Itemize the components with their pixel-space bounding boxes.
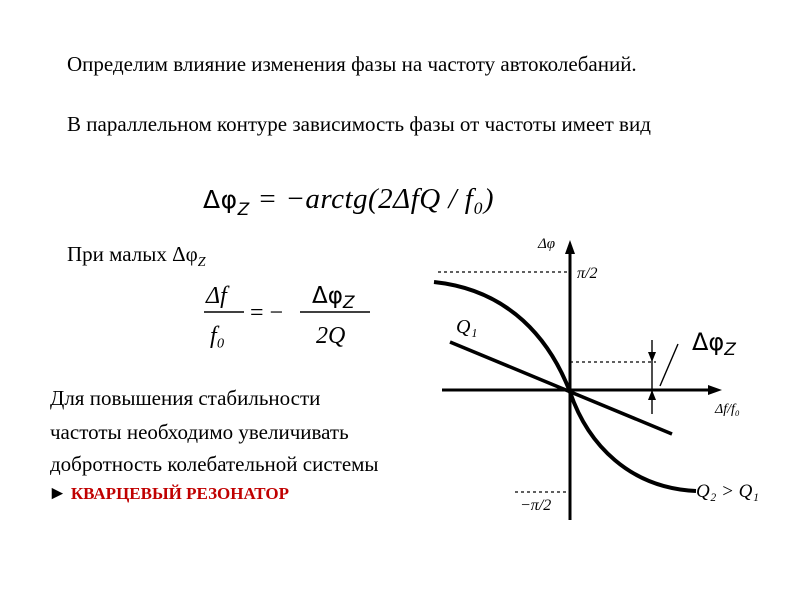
intro-text: Определим влияние изменения фазы на частоту автоколебаний. — [67, 52, 637, 76]
curve-q2 — [450, 342, 672, 434]
stability-line-2: частоты необходимо увеличивать — [50, 420, 349, 444]
formula-lhs: Δφ — [203, 185, 238, 214]
x-axis-label: Δf/f₀ — [715, 402, 740, 417]
small-phase-sub: Z — [197, 255, 206, 271]
quartz-text: КВАРЦЕВЫЙ РЕЗОНАТОР — [70, 484, 289, 503]
annotation-leader — [660, 344, 678, 386]
frac-rhs-num: $\Delta\varphi_Z$ — [312, 283, 355, 313]
x-axis-arrow — [708, 385, 722, 395]
frac-den: f₀ — [210, 323, 226, 349]
formula-rhs: = −arctg(2ΔfQ / f₀) — [257, 183, 495, 215]
annotation-arrow-down — [648, 352, 656, 362]
y-axis-arrow — [565, 240, 575, 254]
curve2-label: Q₂ > Q₁ — [696, 481, 759, 502]
curve-q1 — [434, 282, 696, 491]
y-axis-label: Δφ — [538, 236, 556, 252]
phase-formula — [203, 183, 494, 220]
curve1-label: Q₁ — [456, 316, 478, 338]
annotation-label: $\Delta\varphi_Z$ — [692, 328, 736, 360]
top-tick-label: π/2 — [577, 265, 598, 282]
bottom-tick-label: −π/2 — [520, 497, 552, 514]
approx-formula — [200, 277, 380, 357]
small-phase-text — [67, 242, 206, 271]
bullet-arrow-icon: ► — [48, 483, 67, 504]
stability-line-3: добротность колебательной системы — [50, 452, 379, 476]
contour-paragraph — [45, 112, 728, 137]
frac-num: Δf — [206, 283, 227, 309]
frac-eq: = − — [250, 300, 284, 326]
stability-line-1: Для повышения стабильности — [50, 386, 321, 410]
intro-paragraph — [45, 52, 649, 77]
frac-rhs-den: 2Q — [316, 323, 346, 349]
contour-text: В параллельном контуре зависимость фазы от частоты имеет вид — [67, 112, 651, 136]
quartz-bullet — [48, 483, 289, 505]
small-phase-label: При малых Δφ — [67, 242, 198, 266]
formula-lhs-sub: Z — [237, 199, 250, 220]
phase-frequency-graph — [420, 230, 780, 520]
